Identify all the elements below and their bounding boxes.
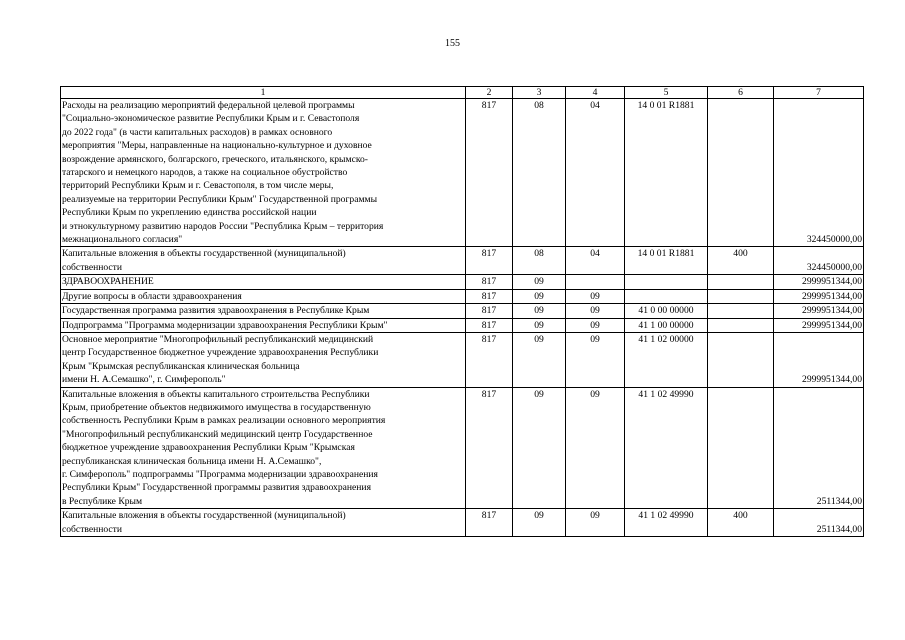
column-header: 7 [774,87,864,99]
budget-table [60,86,864,537]
expense-type-cell: 400 [708,509,774,537]
table-row [61,304,864,318]
column-header: 6 [708,87,774,99]
ministry-code-cell: 817 [466,304,513,318]
table-row [61,247,864,275]
section-code-cell: 09 [513,289,566,303]
table-row [61,99,864,247]
row-name-cell: Основное мероприятие "Многопрофильный республиканский медицинский центр Государственное бюджетное учреждение здравоохранения Республики Крым "Крымская республиканская клиническая больница имени Н. А.Семашко", г. Симферополь" [61,332,466,387]
ministry-code-cell: 817 [466,275,513,289]
ministry-code-cell: 817 [466,332,513,387]
target-article-cell: 14 0 01 R1881 [625,247,708,275]
section-code-cell: 09 [513,275,566,289]
expense-type-cell [708,304,774,318]
amount-cell: 2999951344,00 [774,318,864,332]
subsection-code-cell: 09 [566,304,625,318]
row-name-cell: Капитальные вложения в объекты государственной (муниципальной) собственности [61,509,466,537]
expense-type-cell [708,318,774,332]
subsection-code-cell: 09 [566,332,625,387]
table-row [61,387,864,509]
row-name-cell: Государственная программа развития здравоохранения в Республике Крым [61,304,466,318]
target-article-cell: 41 1 00 00000 [625,318,708,332]
subsection-code-cell: 09 [566,509,625,537]
row-name-cell: Другие вопросы в области здравоохранения [61,289,466,303]
expense-type-cell [708,275,774,289]
table-row [61,289,864,303]
ministry-code-cell: 817 [466,509,513,537]
amount-cell: 2999951344,00 [774,304,864,318]
column-header: 3 [513,87,566,99]
row-name-cell: Подпрограмма "Программа модернизации здравоохранения Республики Крым" [61,318,466,332]
column-header: 2 [466,87,513,99]
subsection-code-cell: 04 [566,99,625,247]
subsection-code-cell: 09 [566,289,625,303]
ministry-code-cell: 817 [466,247,513,275]
table-row [61,332,864,387]
target-article-cell: 41 1 02 49990 [625,387,708,509]
ministry-code-cell: 817 [466,289,513,303]
amount-cell: 2511344,00 [774,509,864,537]
target-article-cell: 41 1 02 49990 [625,509,708,537]
amount-cell: 2999951344,00 [774,289,864,303]
section-code-cell: 09 [513,387,566,509]
expense-type-cell [708,387,774,509]
target-article-cell: 41 0 00 00000 [625,304,708,318]
row-name-cell: Капитальные вложения в объекты государственной (муниципальной) собственности [61,247,466,275]
column-header: 5 [625,87,708,99]
amount-cell: 2511344,00 [774,387,864,509]
row-name-cell: Капитальные вложения в объекты капитального строительства Республики Крым, приобретение объектов недвижимого имущества в государственную собственность Республики Крым в рамках реализации основного мероприятия "Многопрофильный республиканский медицинский центр Государственное бюджетное учреждение здравоохранения Республики Крым "Крымская республиканская клиническая больница имени Н. А.Семашко", г. Симферополь" подпрограммы "Программа модернизации здравоохранения Республики Крым" Государственной программы развития здравоохранения в Республике Крым [61,387,466,509]
table-row [61,509,864,537]
section-code-cell: 09 [513,332,566,387]
subsection-code-cell: 04 [566,247,625,275]
amount-cell: 2999951344,00 [774,332,864,387]
subsection-code-cell: 09 [566,318,625,332]
section-code-cell: 09 [513,304,566,318]
section-code-cell: 08 [513,99,566,247]
amount-cell: 2999951344,00 [774,275,864,289]
column-header: 1 [61,87,466,99]
section-code-cell: 09 [513,509,566,537]
section-code-cell: 08 [513,247,566,275]
row-name-cell: Расходы на реализацию мероприятий федеральной целевой программы "Социально-экономическое развитие Республики Крым и г. Севастополя до 2022 года" (в части капитальных расходов) в рамках основного мероприятия "Меры, направленные на национально-культурное и духовное возрождение армянского, болгарского, греческого, итальянского, крымско- татарского и немецкого народов, а также на социальное обустройство территорий Республики Крым и г. Севастополя, в том числе меры, реализуемые на территории Республики Крым" Государственной программы Республики Крым по укреплению единства российской нации и этнокультурному развитию народов России "Республика Крым – территория межнационального согласия" [61,99,466,247]
expense-type-cell [708,99,774,247]
target-article-cell: 41 1 02 00000 [625,332,708,387]
ministry-code-cell: 817 [466,99,513,247]
target-article-cell [625,289,708,303]
page-number: 155 [445,38,460,49]
expense-type-cell [708,289,774,303]
ministry-code-cell: 817 [466,387,513,509]
table-row [61,318,864,332]
table-row [61,275,864,289]
amount-cell: 324450000,00 [774,247,864,275]
target-article-cell [625,275,708,289]
expense-type-cell: 400 [708,247,774,275]
subsection-code-cell [566,275,625,289]
amount-cell: 324450000,00 [774,99,864,247]
row-name-cell: ЗДРАВООХРАНЕНИЕ [61,275,466,289]
section-code-cell: 09 [513,318,566,332]
column-number-row [61,87,864,99]
expense-type-cell [708,332,774,387]
subsection-code-cell: 09 [566,387,625,509]
target-article-cell: 14 0 01 R1881 [625,99,708,247]
column-header: 4 [566,87,625,99]
ministry-code-cell: 817 [466,318,513,332]
